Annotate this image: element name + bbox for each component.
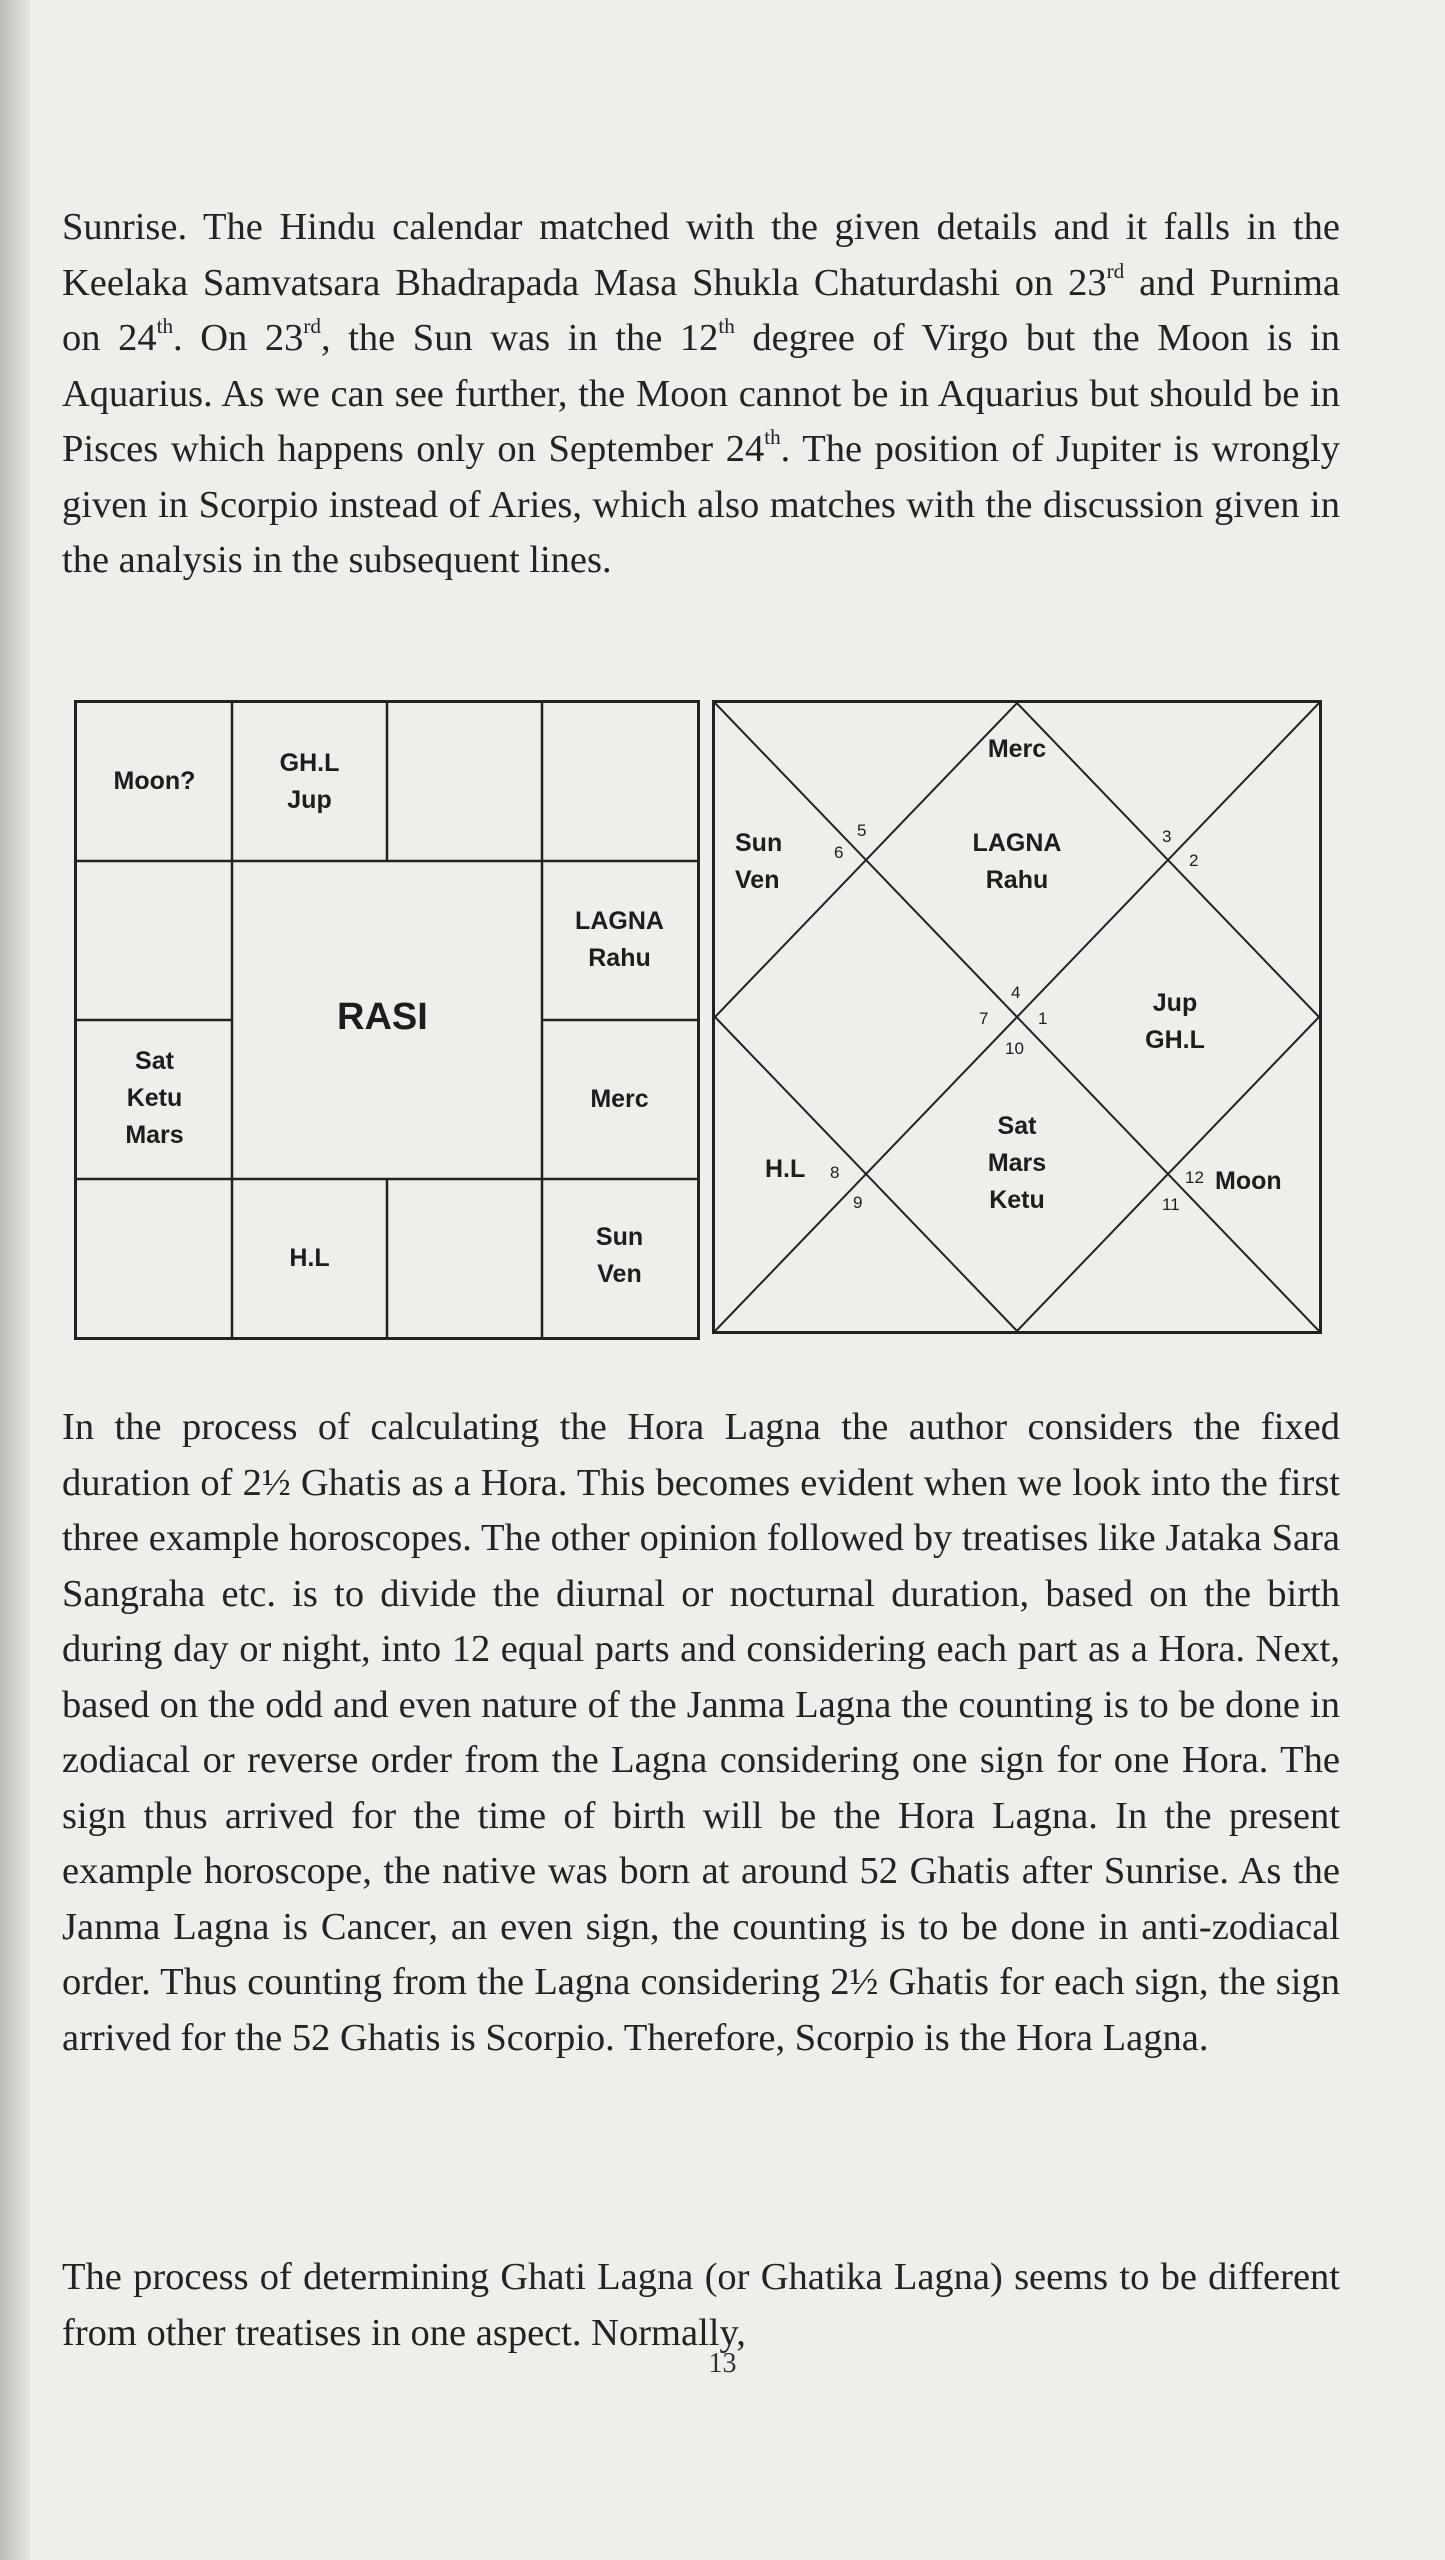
page-number: 13 (708, 2348, 737, 2379)
sign-number: 8 (830, 1163, 840, 1182)
rasi-cell-virgo: Sun Ven (595, 1223, 644, 1288)
north-house-2: Merc (987, 735, 1047, 763)
rasi-cell-scorpio: H.L (289, 1244, 330, 1272)
rasi-chart (74, 700, 700, 1340)
sign-number: 6 (834, 843, 844, 862)
rasi-cell-aquarius: Sat Ketu Mars (125, 1047, 184, 1149)
north-house-3: Sun Ven (735, 829, 783, 894)
sign-number: 2 (1189, 851, 1199, 870)
paragraph-3: The process of determining Ghati Lagna (or Ghatika Lagna) seems to be different from other treatises in one aspect. Normally, (62, 2256, 1340, 2354)
sign-number: 12 (1185, 1168, 1204, 1187)
paragraph-2: In the process of calculating the Hora Lagna the author considers the fixed duration of 2½ Ghatis as a Hora. This becomes evident when we look into the first three example horoscopes. The other opinion followed by treatises like Jataka Sara Sangraha etc. is to divide the diurnal or nocturnal duration, based on the birth during day or night, into 12 equal parts and considering each part as a Hora. Next, based on the odd and even nature of the Janma Lagna the counting is to be done in zodiacal or reverse order from the Lagna considering one sign for one Hora. The sign thus arrived for the time of birth will be the Hora Lagna. In the present example horoscope, the native was born at around 52 Ghatis after Sunrise. As the Janma Lagna is Cancer, an even sign, the counting is to be done in anti-zodiacal order. Thus counting from the Lagna considering 2½ Ghatis for each sign, the sign arrived for the 52 Ghatis is Scorpio. Therefore, Scorpio is the Hora Lagna. (62, 1406, 1340, 2059)
sign-number: 7 (979, 1009, 989, 1028)
north-house-10: Jup GH.L (1145, 989, 1205, 1054)
north-indian-chart (712, 700, 1322, 1334)
rasi-title: RASI (337, 996, 428, 1038)
rasi-cell-cancer: LAGNA Rahu (575, 907, 664, 972)
sign-number: 10 (1005, 1039, 1024, 1058)
page-binding-shadow (0, 0, 30, 2560)
sign-number: 1 (1038, 1009, 1048, 1028)
sign-number: 3 (1162, 827, 1172, 846)
north-house-7: Sat Mars Ketu (987, 1112, 1047, 1214)
sign-number: 5 (857, 821, 867, 840)
sign-number: 4 (1011, 983, 1021, 1002)
rasi-cell-pisces: Moon? (113, 767, 196, 795)
rasi-cell-leo: Merc (590, 1085, 649, 1113)
north-house-9: Moon (1215, 1167, 1282, 1195)
north-house-1: LAGNA Rahu (972, 829, 1062, 894)
north-house-4: H.L (765, 1155, 806, 1183)
rasi-cell-aries: GH.L Jup (279, 749, 340, 814)
paragraph-1: Sunrise. The Hindu calendar matched with the given details and it falls in the Keelaka Samvatsara Bhadrapada Masa Shukla Chaturdashi on 23rd and Purnima on 24th. On 23rd, the Sun was in the 12th degree of Virgo but the Moon is in Aquarius. As we can see further, the Moon cannot be in Aquarius but should be in Pisces which happens only on September 24th. The position of Jupiter is wrongly given in Scorpio instead of Aries, which also matches with the discussion given in the analysis in the subsequent lines. (62, 206, 1341, 581)
sign-number: 11 (1162, 1195, 1180, 1214)
sign-number: 9 (853, 1193, 863, 1212)
